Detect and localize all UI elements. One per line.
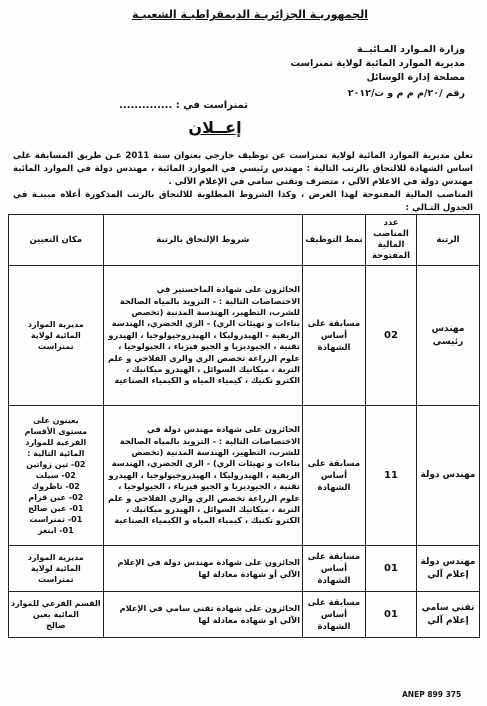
header-rank: الرتبة xyxy=(417,215,480,266)
cell-conditions: الحائزون على شهادة مهندس دولة في الاختصاصات التالية : - التزويد بالمياه الصالحة للشرب، التطهير، الهندسة المدنية (تخصص بناءات و تهيئات الري) - الري الحضري، الهندسة الريفية ، الهيدروليكا ، الهيدروجيولوجيا ، الهيدرو تقنية ، الجيوديزيا و الجيو فيزياء ، الجيولوجيا ، علوم الزراعة تخصص الري والري الفلاحي و علم التربة ، ميكانيك السوائل ، الهيدرو ميكانيك ، الكترو تكنيك ، كيمياء المياه و الكيمياء الصناعية xyxy=(103,406,302,546)
table-row xyxy=(9,406,480,546)
cell-rank: تقني سامي إعلام آلي xyxy=(417,592,480,638)
cell-rank: مهندس دولة إعلام آلي xyxy=(417,546,480,592)
place-line: 01- اينغر xyxy=(37,526,74,535)
place-line: تمنراست xyxy=(37,575,74,584)
place-line: صالح xyxy=(46,621,66,630)
place-line: 02- عين قزام xyxy=(28,493,84,502)
table-row xyxy=(9,592,480,638)
cell-mode: مسابقة على أساس الشهادة xyxy=(303,266,366,406)
anep-reference: ANEP 899 375 xyxy=(402,690,462,699)
place-line: مديرية الموارد xyxy=(27,320,84,329)
header-positions: عدد المناصب المالية المفتوحة xyxy=(366,215,417,266)
cell-conditions: الحائزون على شهادة الماجستير في الاختصاصات التالية : - التزويد بالمياه الصالحة للشرب، التطهير، الهندسة المدنية (تخصص بناءات و تهيئات الري) - الري الحضري، الهندسة الريفية - الهيدروليكا ، الهيدروجيولوجيا ، الهيدرو تقنية ، الجيوديزيا و الجيو فيزياء ، الجيولوجيا ، علوم الزراعة تخصص الري والري الفلاحي و علم التربة ، ميكانيك السوائل ، الهيدرو ميكانيك ، الكترو تكنيك ، كيمياء المياه و الكيمياء الصناعية xyxy=(103,266,302,406)
place-line: 02- تاظروك xyxy=(31,482,80,491)
table-row xyxy=(9,546,480,592)
table-row xyxy=(9,266,480,406)
place-line: المائية لولاية xyxy=(30,331,81,340)
place-line: الفرعية للموارد xyxy=(25,438,87,447)
place-line: يعينون على xyxy=(33,416,79,425)
place-line: تمنراست xyxy=(37,342,74,351)
place-line: 01- عين صالح xyxy=(28,504,84,513)
reference-number: رقم /٢٠/م م م و ت/٢٠١٢ xyxy=(347,88,465,99)
cell-mode: مسابقة على أساس الشهادة xyxy=(303,406,366,546)
header-place: مكان التعيين xyxy=(9,215,104,266)
place-line: مديرية الموارد xyxy=(27,553,84,562)
intro-paragraph: تعلن مديرية الموارد المائية لولاية تمنراست عن توظيف خارجي بعنوان سنة 2011 عـن طريق المسابقة على اساس الشهادة للالتحاق بالرتب التالية : مهندس رئيسي في الموارد المائية ، مهندس دولة في الموارد المائية مهندس دولة في الاعلام الآلي ، متصرف وتقني سامي في الإعلام الآلي . xyxy=(13,151,473,187)
department-name: مصلحة إدارة الوسائل xyxy=(366,72,465,83)
cell-positions: 01 xyxy=(366,546,417,592)
cell-place xyxy=(9,406,104,546)
place-line: القسم الفرعي للموارد xyxy=(11,599,101,608)
republic-title: الجمهوريـة الجزائريـة الديمقراطيـة الشعبيـة xyxy=(131,8,368,21)
cell-mode: مسابقة على أساس الشهادة xyxy=(303,592,366,638)
cell-mode: مسابقة على أساس الشهادة xyxy=(303,546,366,592)
cell-positions: 02 xyxy=(366,266,417,406)
place-line: المائية لولاية xyxy=(30,564,81,573)
cell-rank: مهندس رئيسي xyxy=(417,266,480,406)
ministry-name: وزارة المـوارد المـائيــة xyxy=(356,44,465,55)
cell-conditions: الحائزون على شهادة تقني سامي في الإعلام الآلي او شهادة معادلة لها xyxy=(103,592,302,638)
cell-positions: 11 xyxy=(366,406,417,546)
place-date: تمنراست في : .............. xyxy=(119,100,248,111)
cell-rank: مهندس دولة xyxy=(417,406,480,546)
place-line: المائية بعين xyxy=(32,610,79,619)
place-line: مستوى الأقسام xyxy=(24,427,88,436)
table-header-row xyxy=(9,215,480,266)
table-intro-paragraph: المناصب المالية المفتوحة لهذا الغرض ، وكذا الشروط المطلوبة للالتحاق بالرتب المذكورة أعلاه مبينـة في الجدول التـالي : xyxy=(13,190,473,213)
announcement-title: إعــلان xyxy=(188,118,242,137)
header-mode: نمط التوظيف xyxy=(303,215,366,266)
cell-conditions: الحائزون على شهادة مهندس دولة في الإعلام الآلي أو شهادة معادلة لها xyxy=(103,546,302,592)
cell-place xyxy=(9,546,104,592)
positions-table xyxy=(8,214,480,638)
directorate-name: مديرية الموارد المائية لولاية تمنراست xyxy=(290,58,465,69)
cell-positions: 01 xyxy=(366,592,417,638)
cell-place xyxy=(9,266,104,406)
header-conditions: شروط الإلتحاق بالرتبة xyxy=(103,215,302,266)
cell-place xyxy=(9,592,104,638)
place-line: 01- تمنراست xyxy=(29,515,83,524)
place-line: 02- تين زواتين xyxy=(26,460,86,469)
place-line: 02- سيلت xyxy=(35,471,76,480)
place-line: المائية التالية : xyxy=(27,449,85,458)
